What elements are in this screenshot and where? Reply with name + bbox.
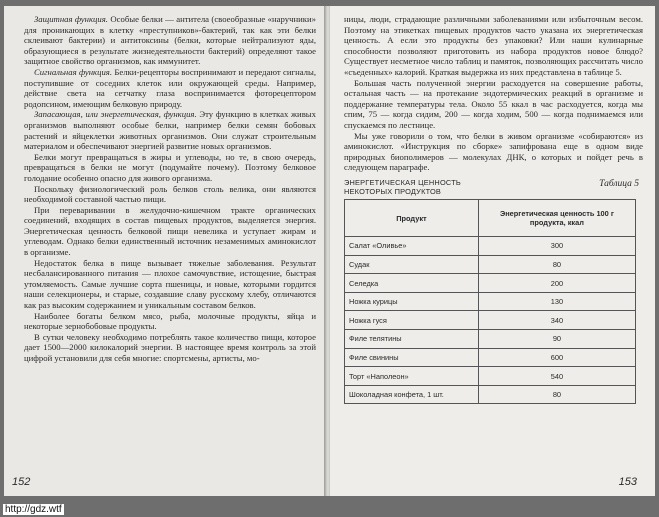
table-row: [345, 385, 636, 404]
table-row: [345, 348, 636, 367]
table-cell-product: Шоколадная конфета, 1 шт.: [345, 385, 479, 404]
table-caption-line2: НЕКОТОРЫХ ПРОДУКТОВ: [344, 186, 442, 196]
table-cell-product: Филе телятины: [345, 330, 479, 349]
table-cell-energy: 90: [478, 330, 635, 349]
left-paragraph: [24, 109, 316, 151]
table-row: [345, 255, 636, 274]
table-cell-product: Ножка гуся: [345, 311, 479, 330]
paragraph-text: Белки-рецепторы воспринимают и передают сигналы, поступившие от соседних клеток или окружающей среды. Например, действие света на сетчатку глаза воспринимается фоторецептором родопсином, имеющим белковую природу.: [24, 66, 316, 109]
page-number-right: 153: [618, 476, 637, 488]
table-row: [345, 292, 636, 311]
paragraph-lead: Сигнальная функция.: [34, 66, 113, 77]
table-cell-energy: 130: [478, 292, 635, 311]
table-row: [345, 237, 636, 256]
table-cell-energy: 300: [478, 237, 635, 256]
left-page: [4, 6, 326, 496]
table-caption: [344, 179, 461, 196]
right-paragraph: Большая часть полученной энергии расходуется на совершение работы, остальная часть — на протекание эндотермических реакций в организме и поддержание температуры тела. Около 55 ккал в час расходуется, когда мы спим, 75 — когда сидим, 200 — когда ходим, 500 — когда поднимаемся или спускаемся по лестнице.: [344, 77, 643, 130]
table-number: Таблица 5: [599, 178, 639, 189]
table-row: [345, 330, 636, 349]
table-body: [345, 237, 636, 404]
table-cell-energy: 600: [478, 348, 635, 367]
table-header-product: Продукт: [345, 200, 479, 237]
table-row: [345, 367, 636, 386]
left-paragraph: [24, 184, 316, 205]
paragraph-text: Поскольку физиологический роль белков столь велика, они являются необходимой составной частью пищи.: [24, 183, 316, 205]
table-caption-line1: ЭНЕРГЕТИЧЕСКАЯ ЦЕННОСТЬ: [344, 177, 461, 187]
paragraph-text: При переваривании в желудочно-кишечном тракте органических соединений, входящих в состав пищевых продуктов, выделяется энергия. Энергетическая ценность белковой пищи невелика и уступает жирам и углеводам. Однако белки единственный источник незаменимых аминокислот в организме.: [24, 204, 316, 258]
paragraph-lead: Защитная функция.: [34, 14, 108, 24]
left-paragraph: [24, 205, 316, 258]
right-page: [330, 6, 655, 496]
table-header-energy: Энергетическая ценность 100 г продукта, ккал: [478, 200, 635, 237]
table-caption-row: [344, 179, 643, 196]
table-cell-product: Ножка курицы: [345, 292, 479, 311]
table-cell-product: Филе свинины: [345, 348, 479, 367]
table-cell-product: Судак: [345, 255, 479, 274]
table-cell-product: Торт «Наполеон»: [345, 367, 479, 386]
left-paragraph: [24, 258, 316, 311]
table-cell-energy: 540: [478, 367, 635, 386]
energy-table: [344, 199, 636, 404]
left-paragraph: [24, 67, 316, 109]
left-page-text: [24, 14, 316, 364]
right-page-text: [344, 14, 643, 173]
watermark: http://gdz.wtf: [5, 504, 62, 515]
left-paragraph: [24, 332, 316, 364]
table-header-row: [345, 200, 636, 237]
table-cell-product: Селедка: [345, 274, 479, 293]
table-row: [345, 311, 636, 330]
left-paragraph: [24, 152, 316, 184]
paragraph-text: Эту функцию в клетках живых организмов выполняют особые белки, например белки семян бобовых растений и яйцеклетки животных организмов. Они служат строительным материалом и обеспечивают энергией развитие новых организмов.: [24, 109, 316, 152]
table-cell-product: Салат «Оливье»: [345, 237, 479, 256]
paragraph-text: Белки могут превращаться в жиры и углеводы, но те, в свою очередь, превращаться в белки не могут (подумайте почему). Поэтому белковое голодание особенно опасно для живого организма.: [24, 151, 316, 183]
paragraph-text: Недостаток белка в пище вызывает тяжелые заболевания. Результат несбалансированного питания — плохое самочувствие, истощение, быстрая утомляемость. Самые лучшие сорта пшеницы, и новые, которыми гордится наши селекционеры, и старые, создавшие славу русскому хлебу, отличаются как раз высоким содержанием и уникальным составом белков.: [24, 257, 316, 311]
paragraph-lead: Запасающая, или энергетическая, функция.: [34, 109, 197, 120]
table-cell-energy: 200: [478, 274, 635, 293]
right-paragraph: Мы уже говорили о том, что белки в живом организме «собираются» из аминокислот. «Инструкция по сборке» запифрована еще в одном виде природных биополимеров — молекулах ДНК, о которых и пойдет речь в следующем параграфе.: [344, 130, 643, 173]
paragraph-text: В сутки человеку необходимо потреблять такое количество пищи, которое дает 1500—2000 килокалорий энергии. В настоящее время контроль за этой цифрой установили для себя многие: спортсмены, артисты, мо-: [24, 331, 316, 363]
right-paragraph: ницы, люди, страдающие различными заболеваниями или избыточным весом. Поэтому на этикетках пищевых продуктов часто указана их энергетическая ценность. А если это продукты без упаковки? Или наши кулинарные способности позволяют приготовить из набора продуктов новое блюдо? Существует несметное число таблиц и памяток, позволяющих рассчитать число «съеденных» калорий. Краткая выдержка из них представлена в таблице 5.: [344, 14, 643, 77]
table-cell-energy: 340: [478, 311, 635, 330]
left-paragraph: [24, 311, 316, 332]
paragraph-text: Особые белки — антитела (своеобразные «наручники» для проникающих в клетку «преступников»-бактерий, так как эти белки склеивают бактерии) и антитоксины (белки, которые нейтрализуют яды, образующиеся в результате жизнедеятельности бактерий) определяют такое защитное свойство организмов, как иммунитет.: [24, 14, 316, 67]
table-cell-energy: 80: [478, 385, 635, 404]
paragraph-text: Наиболее богаты белком мясо, рыба, молочные продукты, яйца и некоторые зернобобовые продукты.: [24, 310, 316, 332]
page-number-left: 152: [12, 476, 31, 488]
table-row: [345, 274, 636, 293]
table-cell-energy: 80: [478, 255, 635, 274]
left-paragraph: [24, 14, 316, 67]
